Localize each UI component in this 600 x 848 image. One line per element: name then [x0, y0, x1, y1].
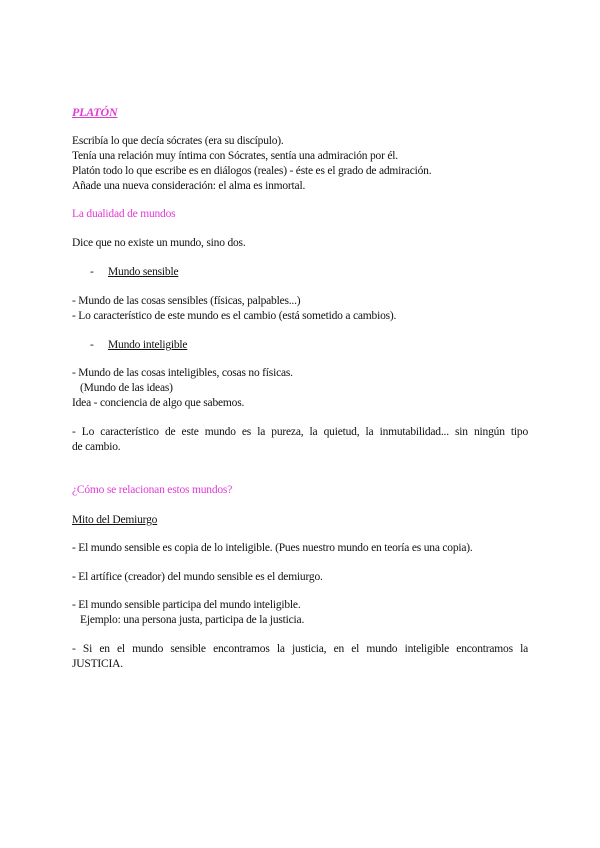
demiurgo-point-3: - El mundo sensible participa del mundo inteligible.	[72, 599, 301, 611]
inteligible-item-2: - Lo característico de este mundo es la pureza, la quietud, la inmutabilidad... sin ningún tipo	[72, 426, 528, 438]
subheading-mito-demiurgo: Mito del Demiurgo	[72, 514, 158, 526]
demiurgo-point-4: - Si en el mundo sensible encontramos la justicia, en el mundo inteligible encontramos la	[72, 643, 528, 655]
intro-line-4: Añade una nueva consideración: el alma es inmortal.	[72, 180, 306, 192]
intro-line-3: Platón todo lo que escribe es en diálogos (reales) - éste es el grado de admiración.	[72, 165, 432, 177]
inteligible-item-2-cont: de cambio.	[72, 441, 121, 453]
bullet-dash: -	[90, 339, 94, 351]
idea-definition: Idea - conciencia de algo que sabemos.	[72, 397, 245, 409]
demiurgo-point-1: - El mundo sensible es copia de lo inteligible. (Pues nuestro mundo en teoría es una copia).	[72, 542, 473, 554]
sensible-item-2: - Lo característico de este mundo es el cambio (está sometido a cambios).	[72, 310, 397, 322]
intro-line-1: Escribía lo que decía sócrates (era su discípulo).	[72, 135, 284, 147]
demiurgo-point-3-example: Ejemplo: una persona justa, participa de la justicia.	[80, 614, 305, 626]
demiurgo-point-4-cont: JUSTICIA.	[72, 658, 123, 670]
section-heading-dualidad: La dualidad de mundos	[72, 208, 176, 220]
intro-line-2: Tenía una relación muy íntima con Sócrates, sentía una admiración por él.	[72, 150, 398, 162]
subheading-mundo-sensible: Mundo sensible	[108, 266, 179, 278]
section-heading-relacion: ¿Cómo se relacionan estos mundos?	[72, 484, 233, 496]
bullet-dash: -	[90, 266, 94, 278]
sensible-item-1: - Mundo de las cosas sensibles (físicas, palpables...)	[72, 295, 301, 307]
demiurgo-point-2: - El artífice (creador) del mundo sensible es el demiurgo.	[72, 571, 323, 583]
subheading-mundo-inteligible: Mundo inteligible	[108, 339, 188, 351]
inteligible-item-1-note: (Mundo de las ideas)	[80, 382, 173, 394]
inteligible-item-1: - Mundo de las cosas inteligibles, cosas no físicas.	[72, 367, 293, 379]
page-title: PLATÓN	[72, 105, 118, 119]
section-lead: Dice que no existe un mundo, sino dos.	[72, 237, 246, 249]
